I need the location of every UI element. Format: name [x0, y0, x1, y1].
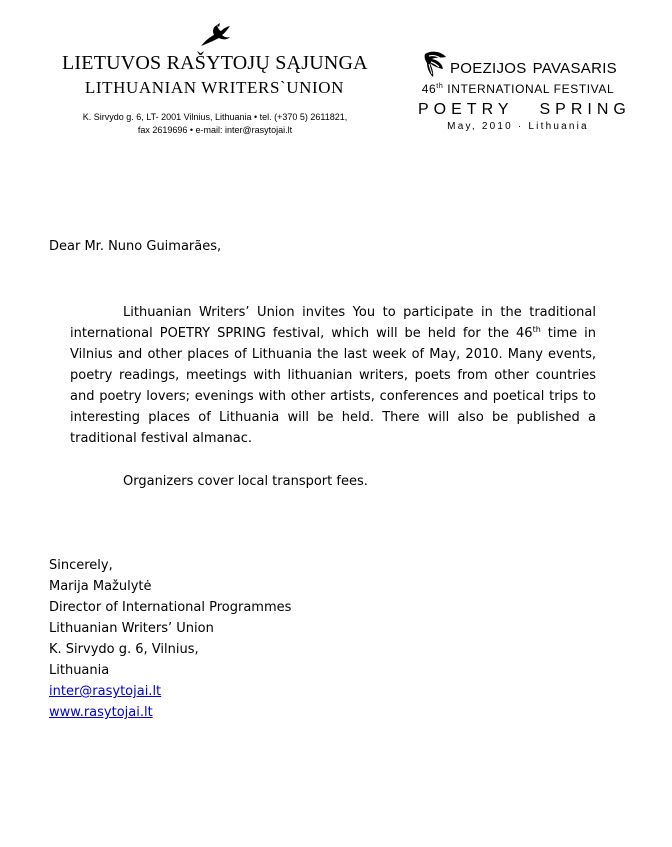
festival-edition	[418, 82, 618, 96]
union-title-english: LITHUANIAN WRITERS`UNION	[84, 78, 345, 97]
paragraph-part1: Lithuanian Writers’ Union invites You to participate in the traditional international POETRY SPRING festival, which will be held for the 46	[70, 305, 596, 341]
spring-word2: SPRING	[539, 101, 631, 118]
festival-title-word1: POEZIJOS	[450, 60, 527, 77]
website-link[interactable]: www.rasytojai.lt	[49, 705, 153, 720]
paragraph-part2: time in Vilnius and other places of Lithuania the last week of May, 2010. Many events, poetry readings, meetings with lithuanian writers, poets from other countries and poetry lovers; evenings with other artists, conferences and poetical trips to interesting places of Lithuania will be held. There will also be published a traditional festival almanac.	[70, 326, 596, 446]
invitation-paragraph	[70, 302, 596, 449]
signer-country: Lithuania	[49, 663, 110, 678]
poetry-leaf-icon	[421, 48, 449, 78]
festival-number: 46	[421, 82, 437, 96]
salutation: Dear Mr. Nuno Guimarães,	[49, 239, 222, 254]
festival-title-word2: PAVASARIS	[532, 60, 617, 77]
email-link[interactable]: inter@rasytojai.lt	[49, 684, 162, 699]
paragraph-superscript: th	[532, 325, 541, 334]
signature-block	[49, 555, 291, 723]
festival-suffix: th	[436, 83, 444, 90]
bird-icon	[198, 22, 232, 48]
union-address-line1: K. Sirvydo g. 6, LT- 2001 Vilnius, Lithuania • tel. (+370 5) 2611821,	[82, 112, 348, 122]
signer-address: K. Sirvydo g. 6, Vilnius,	[49, 642, 199, 657]
festival-title	[450, 60, 617, 77]
union-address-line2: fax 2619696 • e-mail: inter@rasytojai.lt	[137, 125, 293, 135]
signer-name: Marija Mažulytė	[49, 579, 152, 594]
transport-note: Organizers cover local transport fees.	[123, 474, 368, 489]
poetry-spring-title	[418, 101, 631, 119]
spring-word1: POETRY	[418, 101, 514, 118]
festival-label: INTERNATIONAL FESTIVAL	[447, 82, 615, 96]
closing: Sincerely,	[49, 558, 113, 573]
festival-date: May, 2010 · Lithuania	[447, 121, 589, 132]
signer-organization: Lithuanian Writers’ Union	[49, 621, 214, 636]
signer-title: Director of International Programmes	[49, 600, 292, 615]
union-title-lithuanian: LIETUVOS RAŠYTOJŲ SĄJUNGA	[62, 52, 368, 74]
